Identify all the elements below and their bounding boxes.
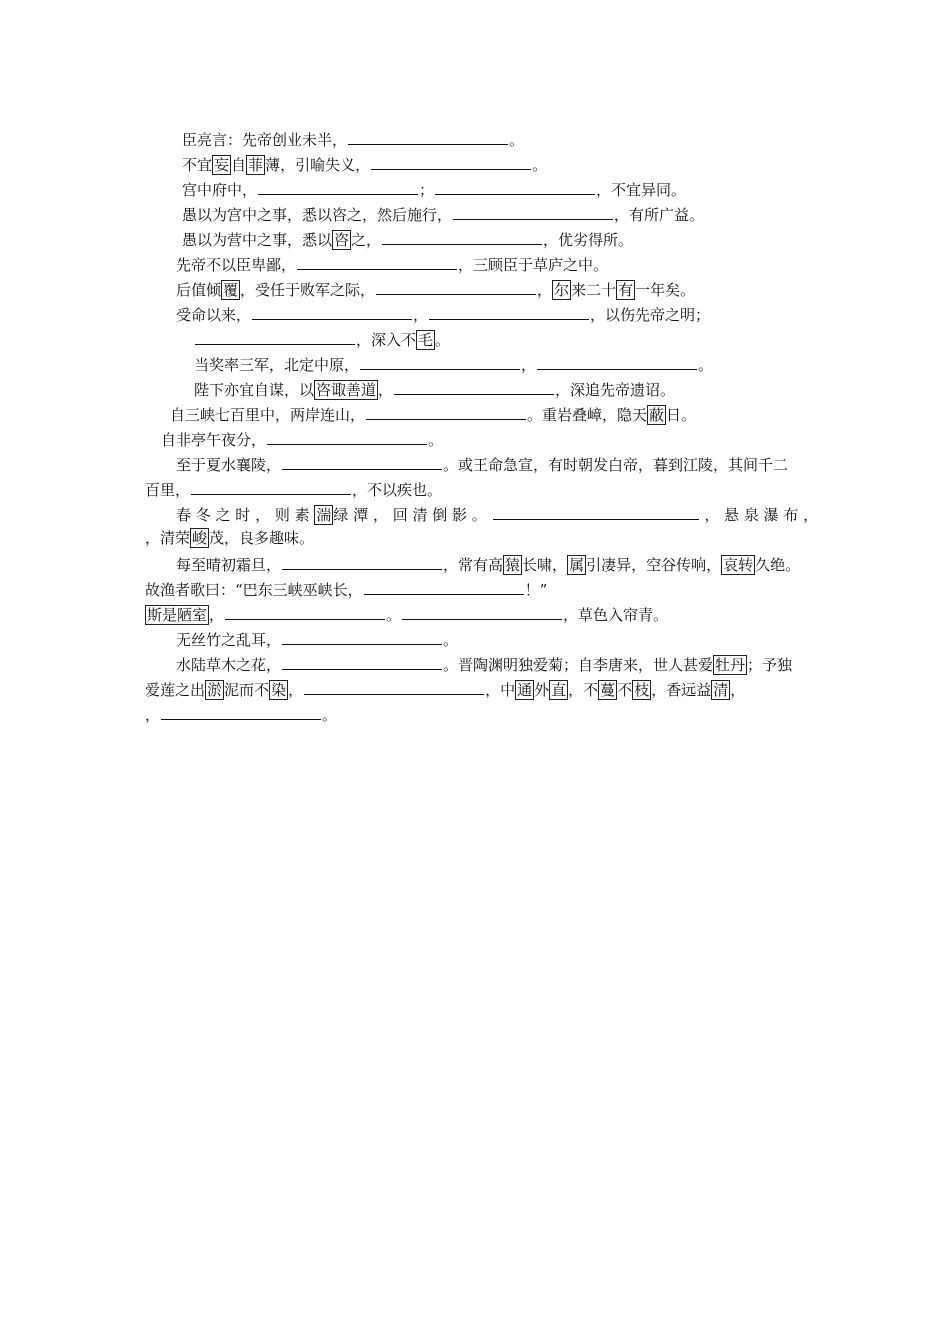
text-segment: 爱莲之出 <box>145 681 206 699</box>
text-line-15 <box>145 478 442 500</box>
boxed-keyword: 毛 <box>418 331 434 349</box>
text-segment: ！” <box>524 581 548 599</box>
text-segment: 臣亮言：先帝创业未半， <box>182 131 348 149</box>
text-line-13 <box>161 428 443 450</box>
text-segment: ， <box>288 681 304 699</box>
text-segment: 宫中府中， <box>182 181 258 199</box>
text-segment: 长啸， <box>522 556 568 574</box>
fill-blank[interactable] <box>304 678 484 695</box>
boxed-keyword: 牡丹 <box>715 656 746 674</box>
text-line-12 <box>170 403 696 425</box>
fill-blank[interactable] <box>382 228 542 245</box>
fill-blank[interactable] <box>364 578 524 595</box>
boxed-keyword: 哀转 <box>723 556 754 574</box>
fill-blank[interactable] <box>282 628 442 645</box>
text-segment: 后值倾 <box>176 281 222 299</box>
fill-blank[interactable] <box>195 328 355 345</box>
text-line-16 <box>176 503 818 525</box>
text-segment: 。 <box>322 706 338 724</box>
boxed-keyword: 清 <box>713 681 729 699</box>
text-segment: 不 <box>617 681 633 699</box>
text-line-19 <box>145 578 547 600</box>
text-segment: 至于夏水襄陵， <box>176 456 282 474</box>
text-segment: ，香远益 <box>651 681 712 699</box>
text-segment: ，深追先帝遗诏。 <box>555 381 676 399</box>
text-segment: 久绝。 <box>755 556 801 574</box>
boxed-keyword: 通 <box>517 681 533 699</box>
text-segment: ，以伤先帝之明； <box>590 306 711 324</box>
text-segment: 引凄异，空谷传响， <box>586 556 722 574</box>
text-segment: 外 <box>534 681 550 699</box>
text-segment: ，中 <box>485 681 516 699</box>
text-line-10 <box>194 353 713 375</box>
fill-blank[interactable] <box>360 353 520 370</box>
text-segment: 。重岩叠嶂，隐天 <box>527 406 648 424</box>
text-segment: 。晋陶渊明独爱菊；自李唐来，世人甚爱 <box>443 656 714 674</box>
text-segment: 水陆草木之花， <box>176 656 282 674</box>
text-segment: 愚以为营中之事，悉以 <box>182 231 333 249</box>
boxed-keyword: 菲 <box>248 156 264 174</box>
text-line-3 <box>182 178 686 200</box>
text-segment: 来二十 <box>571 281 617 299</box>
boxed-keyword: 咨诹善道 <box>316 381 377 399</box>
text-segment: 茂，良多趣味。 <box>209 529 315 547</box>
fill-blank[interactable] <box>267 428 427 445</box>
text-segment: 。 <box>428 431 444 449</box>
text-segment: ， <box>537 281 553 299</box>
text-line-24 <box>145 703 337 725</box>
text-line-23 <box>145 678 745 700</box>
text-segment: 日。 <box>666 406 697 424</box>
boxed-keyword: 猿 <box>505 556 521 574</box>
boxed-keyword: 直 <box>551 681 567 699</box>
boxed-keyword: 湍 <box>316 506 332 524</box>
text-segment: ，三顾臣于草庐之中。 <box>458 256 609 274</box>
text-segment: ，草色入帘青。 <box>563 606 669 624</box>
fill-blank[interactable] <box>402 603 562 620</box>
text-segment: 陛下亦宜自谋，以 <box>194 381 315 399</box>
boxed-keyword: 峻 <box>192 529 208 547</box>
text-segment: 。 <box>509 131 525 149</box>
fill-blank[interactable] <box>394 378 554 395</box>
text-segment: ，不宜异同。 <box>596 181 687 199</box>
text-line-22 <box>176 653 792 675</box>
text-segment: ； <box>419 181 435 199</box>
text-segment: 薄，引喻失义， <box>265 156 371 174</box>
text-segment: 。 <box>532 156 548 174</box>
boxed-keyword: 蔽 <box>649 406 665 424</box>
boxed-keyword: 有 <box>618 281 634 299</box>
fill-blank[interactable] <box>258 178 418 195</box>
text-line-18 <box>176 553 800 575</box>
text-segment: 绿 潭 ， 回 清 倒 影 。 <box>333 506 492 524</box>
text-segment: 。或王命急宣，有时朝发白帝，暮到江陵，其间千二 <box>443 456 789 474</box>
boxed-keyword: 斯是陋室 <box>147 606 208 624</box>
text-segment: ， 悬 泉 瀑 布 ， <box>699 506 819 524</box>
text-segment: 春 冬 之 时 ， 则 素 <box>176 506 315 524</box>
fill-blank[interactable] <box>282 553 442 570</box>
fill-blank[interactable] <box>161 703 321 720</box>
fill-blank[interactable] <box>435 178 595 195</box>
fill-blank[interactable] <box>252 303 412 320</box>
text-segment: 自三峡七百里中，两岸连山， <box>170 406 366 424</box>
boxed-keyword: 覆 <box>223 281 239 299</box>
text-segment: ，不以疾也。 <box>352 481 443 499</box>
text-line-14 <box>176 453 788 475</box>
text-segment: 。 <box>443 631 459 649</box>
text-segment: ， <box>413 306 429 324</box>
text-segment: ，深入不 <box>356 331 417 349</box>
fill-blank[interactable] <box>225 603 385 620</box>
boxed-keyword: 蔓 <box>600 681 616 699</box>
text-segment: 自 <box>231 156 247 174</box>
fill-blank[interactable] <box>453 203 613 220</box>
fill-blank[interactable] <box>191 478 351 495</box>
text-line-7 <box>176 278 695 300</box>
text-segment: 当奖率三军，北定中原， <box>194 356 360 374</box>
text-segment: 。 <box>698 356 714 374</box>
text-segment: 受命以来， <box>176 306 252 324</box>
text-line-4 <box>182 203 704 225</box>
text-line-8 <box>176 303 710 325</box>
fill-blank[interactable] <box>429 303 589 320</box>
fill-blank[interactable] <box>297 253 457 270</box>
boxed-keyword: 染 <box>271 681 287 699</box>
text-segment: 之， <box>351 231 382 249</box>
text-line-2 <box>182 153 547 175</box>
text-line-17 <box>145 528 314 548</box>
fill-blank[interactable] <box>348 128 508 145</box>
text-segment: 一年矣。 <box>635 281 696 299</box>
text-segment: ，有所广益。 <box>614 206 705 224</box>
boxed-keyword: 属 <box>569 556 585 574</box>
text-line-9 <box>194 328 450 350</box>
text-segment: ；予独 <box>747 656 793 674</box>
text-segment: 。 <box>386 606 402 624</box>
text-segment: ，清荣 <box>145 529 191 547</box>
boxed-keyword: 淤 <box>207 681 223 699</box>
text-segment: ，不 <box>568 681 599 699</box>
text-segment: 。 <box>435 331 451 349</box>
fill-blank[interactable] <box>371 153 531 170</box>
fill-blank[interactable] <box>366 403 526 420</box>
boxed-keyword: 咨 <box>334 231 350 249</box>
text-segment: ，优劣得所。 <box>543 231 634 249</box>
text-segment: ， <box>209 606 225 624</box>
fill-blank[interactable] <box>376 278 536 295</box>
boxed-keyword: 妄 <box>214 156 230 174</box>
text-line-20 <box>145 603 668 625</box>
text-segment: 无丝竹之乱耳， <box>176 631 282 649</box>
text-line-11 <box>194 378 675 400</box>
text-segment: 百里， <box>145 481 191 499</box>
boxed-keyword: 尔 <box>554 281 570 299</box>
text-segment: 自非亭午夜分， <box>161 431 267 449</box>
fill-blank[interactable] <box>282 653 442 670</box>
text-segment: 故渔者歌曰：“巴东三峡巫峡长， <box>145 581 363 599</box>
text-segment: 泥而不 <box>224 681 270 699</box>
text-segment: 每至晴初霜旦， <box>176 556 282 574</box>
text-line-1 <box>182 128 524 150</box>
fill-blank[interactable] <box>493 503 699 520</box>
fill-blank[interactable] <box>537 353 697 370</box>
text-segment: ，受任于败军之际， <box>240 281 376 299</box>
text-segment: ， <box>378 381 394 399</box>
text-segment: ， <box>521 356 537 374</box>
text-segment: 先帝不以臣卑鄙， <box>176 256 297 274</box>
text-segment: 不宜 <box>182 156 213 174</box>
text-line-6 <box>176 253 608 275</box>
text-line-5 <box>182 228 633 250</box>
fill-blank[interactable] <box>282 453 442 470</box>
text-segment: 愚以为宫中之事，悉以咨之，然后施行， <box>182 206 453 224</box>
text-segment: ， <box>145 706 161 724</box>
text-line-21 <box>176 628 458 650</box>
text-segment: ，常有高 <box>443 556 504 574</box>
text-segment: ， <box>730 681 746 699</box>
boxed-keyword: 枝 <box>634 681 650 699</box>
